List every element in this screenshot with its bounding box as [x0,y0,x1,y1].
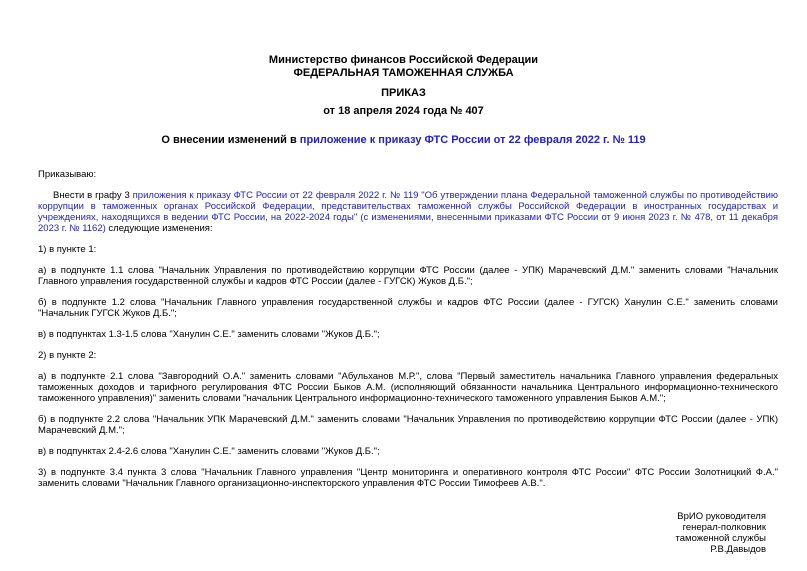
order-item: 2) в пункте 2: [38,350,97,361]
signer-service-line: таможенной службы [675,533,766,544]
intro-tail: следующие изменения: [105,223,213,234]
order-item: 1) в пункте 1: [38,244,97,255]
intro-lead: Внести в графу 3 [53,190,133,201]
agency-line: ФЕДЕРАЛЬНАЯ ТАМОЖЕННАЯ СЛУЖБА [293,67,514,79]
order-item: а) в подпункте 1.1 слова "Начальник Управления по противодействию коррупции ФТС России (далее - УПК) Марачевский Д.М." заменить словами "Начальник Главного управления государственной службы и кадров ФТС России (далее - ГУГСК) Жуков Д.Б."; [38,265,778,287]
intro-paragraph [38,190,778,234]
doc-title-reference-link[interactable]: приложение к приказу ФТС России от 22 февраля 2022 г. № 119 [299,134,646,146]
order-item: б) в подпункте 2.2 слова "Начальник УПК Марачевский Д.М." заменить словами "Начальник Управления по противодействию коррупции ФТС России (далее - УПК) Марачевский Д.М."; [38,414,778,436]
order-item: в) в подпунктах 2.4-2.6 слова "Ханулин С.Е." заменить словами "Жуков Д.Б."; [38,446,380,457]
signature-block [0,511,807,555]
doc-body [0,169,807,489]
order-item: 3) в подпункте 3.4 пункта 3 слова "Начальник Главного управления "Центр мониторинга и оперативного контроля ФТС России" ФТС России Золотницкий Ф.А." заменить словами "Начальник Главного организационно-инспекторского управления ФТС России Тимофеев А.В.". [38,467,778,489]
doc-type: ПРИКАЗ [381,87,426,99]
order-item: в) в подпунктах 1.3-1.5 слова "Ханулин С.Е." заменить словами "Жуков Д.Б."; [38,329,380,340]
doc-title-prefix: О внесении изменений в [161,134,300,146]
document-header [0,0,807,118]
ministry-line: Министерство финансов Российской Федерации [268,54,539,66]
order-item: б) в подпункте 1.2 слова "Начальник Главного управления государственной службы и кадров ФТС России (далее - ГУГСК) Ханулин С.Е." заменить словами "Начальник ГУГСК Жуков Д.Б."; [38,297,778,319]
signer-rank-line: генерал-полковник [682,522,766,533]
doc-title [0,134,807,147]
opening-line: Приказываю: [38,169,97,180]
signer-position-line: ВрИО руководителя [677,511,766,522]
doc-date-number: от 18 апреля 2024 года № 407 [323,105,484,117]
signer-name: Р.В.Давыдов [710,544,766,555]
order-item: а) в подпункте 2.1 слова "Завгородний О.А." заменить словами "Абульханов М.Р.", слова "Первый заместитель начальника Главного управления федеральных таможенных доходов и тарифного регулирования ФТС России Быков А.М. (исполняющий обязанности начальника Центрального информационно-технического таможенного управления)" заменить словами "начальник Центрального информационно-технического таможенного управления Быков А.М."; [38,371,778,404]
order-reference-link[interactable]: приложения к приказу ФТС России от 22 февраля 2022 г. № 119 "Об утверждении плана Федеральной таможенной службы по противодействию коррупции в таможенных органах Российской Федерации, представительствах таможенной службы Российской Федерации в иностранных государствах и учреждениях, находящихся в ведении ФТС России, на 2022-2024 годы" (с изменениями, внесенными приказами ФТС России от 9 июня 2023 г. № 478, от 11 декабря 2023 г. № 1162) [38,190,779,234]
